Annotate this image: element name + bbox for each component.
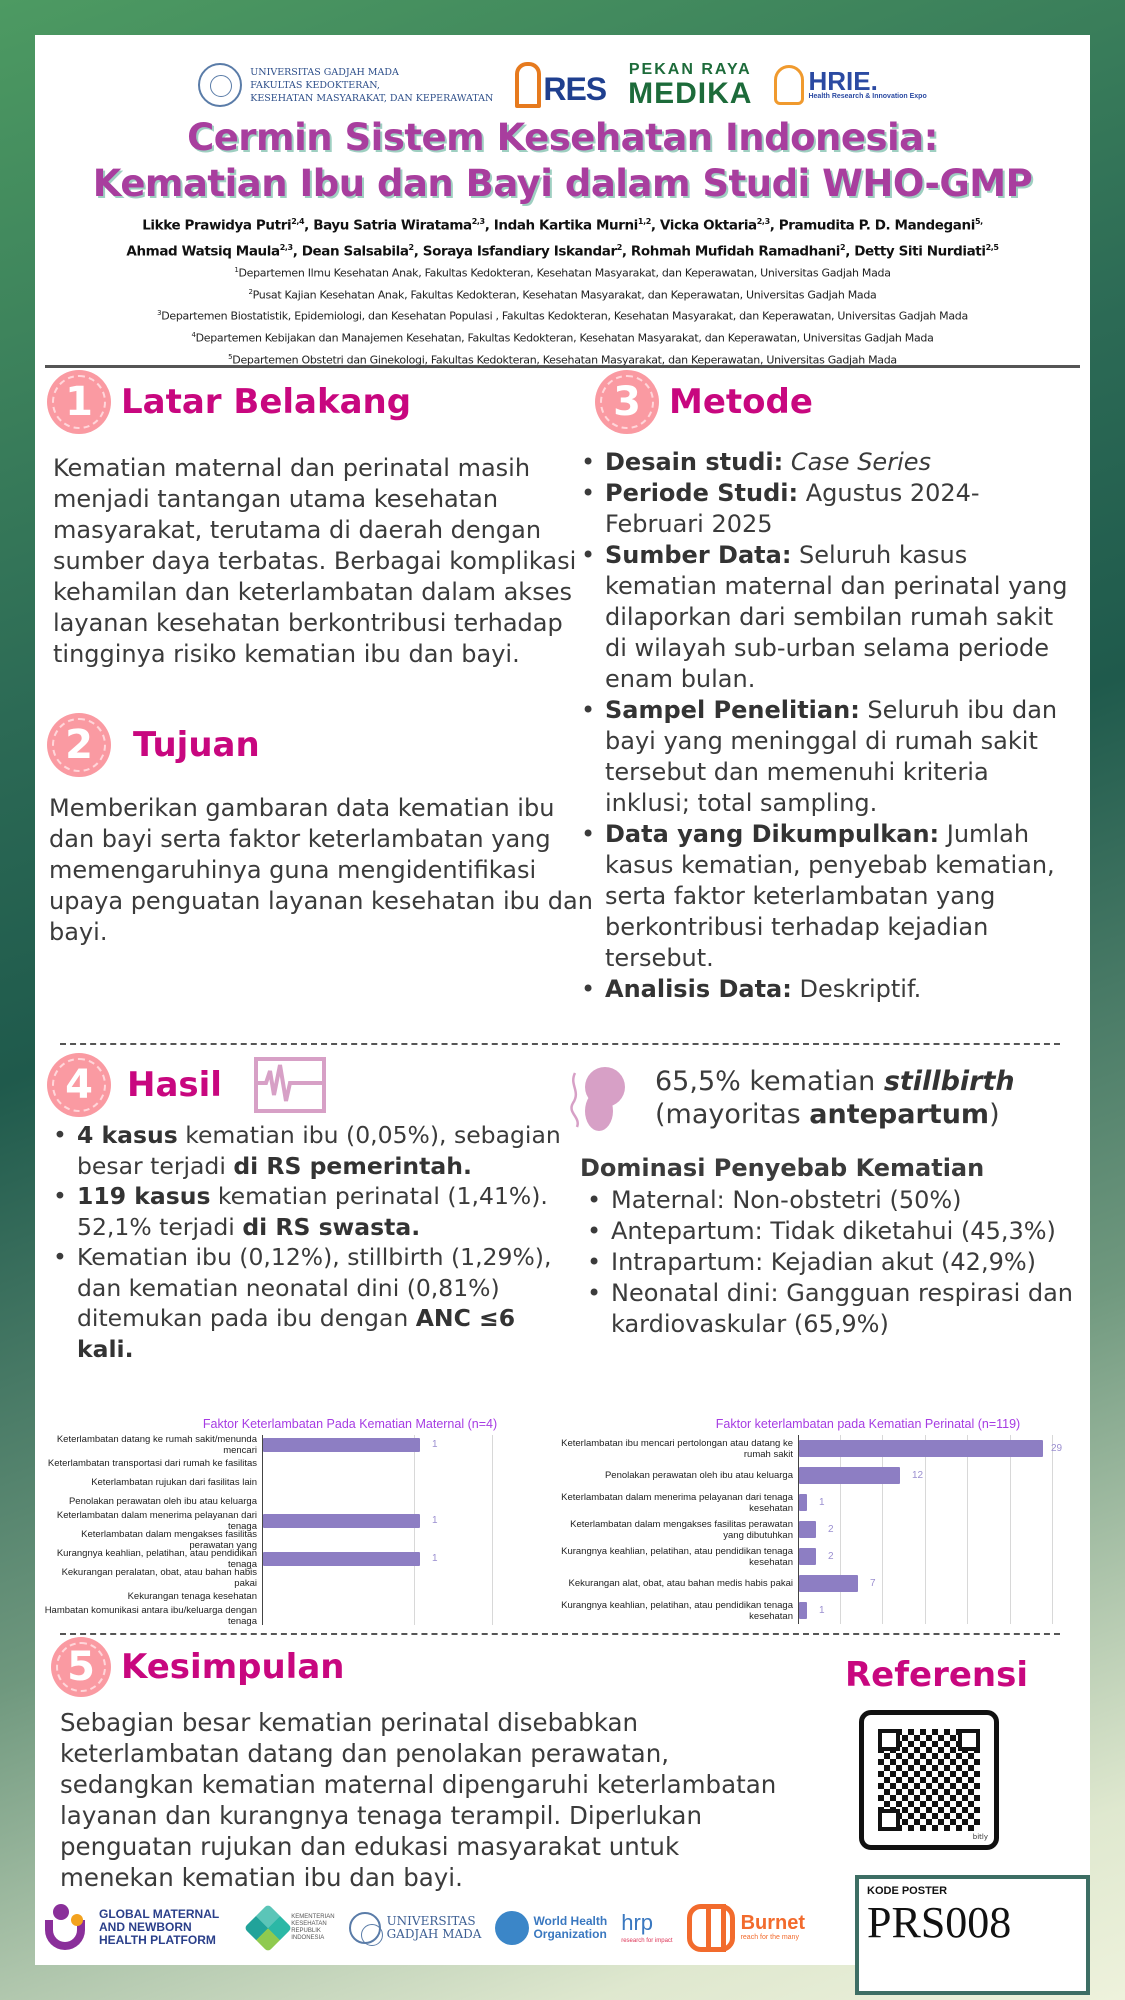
heart-monitor-icon	[254, 1057, 326, 1113]
res-wordmark: RES	[543, 71, 607, 107]
section-title: Kesimpulan	[121, 1647, 345, 1687]
metode-item	[577, 540, 1077, 695]
hasil-text: kematian perinatal (1,41%). 52,1% terjadi	[77, 1182, 548, 1241]
res-thumb-icon	[515, 62, 541, 108]
bar	[799, 1440, 1043, 1457]
bar-label: Kurangnya keahlian, pelatihan, atau pendidikan tenaga	[56, 1547, 257, 1570]
bar-label: Kekurangan peralatan, obat, atau bahan habis pakai	[61, 1566, 257, 1589]
affil-num: 5	[228, 352, 233, 361]
section-title: Hasil	[127, 1065, 222, 1105]
stillbirth-post: (mayoritas	[655, 1099, 810, 1130]
bar	[799, 1521, 816, 1538]
section-divider	[60, 1633, 1060, 1635]
burnet-tagline: reach for the many	[740, 1933, 799, 1941]
chart-bar-row	[558, 1489, 1088, 1516]
bar-label: Penolakan perawatan oleh ibu atau keluarga	[68, 1496, 257, 1507]
chart-bar-row	[558, 1543, 1088, 1570]
number-badge-icon: 2	[47, 713, 111, 777]
kemenkes-logo	[251, 1911, 334, 1945]
author-affil: 2,3	[756, 217, 770, 226]
chart-bar-row	[40, 1511, 540, 1530]
ugm-line: UNIVERSITAS	[386, 1913, 476, 1928]
item-text: Case Series	[783, 448, 931, 476]
stillbirth-bold: antepartum	[809, 1099, 990, 1130]
bar-label: Keterlambatan dalam menerima pelayanan dari tenaga	[56, 1509, 257, 1532]
poster-title	[35, 115, 1090, 207]
bar	[799, 1548, 816, 1565]
causes-title: Dominasi Penyebab Kematian	[580, 1154, 985, 1182]
chart-bar-row	[40, 1454, 540, 1473]
number-badge-icon: 4	[47, 1053, 111, 1117]
affiliation	[35, 261, 1090, 283]
hrie-wordmark: HRIE.	[808, 66, 878, 96]
stillbirth-pre: 65,5% kematian	[655, 1066, 884, 1097]
hasil-text: kematian ibu (0,05%), sebagian besar terjadi	[77, 1121, 561, 1180]
reference-qr-code[interactable]	[859, 1710, 999, 1850]
item-label: Analisis Data:	[605, 975, 792, 1003]
chart-perinatal-delay	[558, 1417, 1088, 1624]
author-affil: 2	[840, 242, 846, 252]
section-latar-belakang-header	[47, 370, 411, 434]
hasil-text: Kematian ibu (0,12%), stillbirth (1,29%), dan kematian neonatal dini (0,81%) ditemukan pada ibu dengan	[77, 1243, 552, 1332]
fetus-icon	[565, 1065, 629, 1135]
ugm-line-1: UNIVERSITAS GADJAH MADA	[250, 66, 399, 78]
cause-item: • Intrapartum: Kejadian akut (42,9%)	[583, 1247, 1083, 1278]
kemenkes-line: KESEHATAN	[291, 1920, 327, 1927]
author-list: Likke Prawidya Putri$^{2,4}$, Bayu Satria Wiratama$^{2,3}$, Indah Kartika Murni$^{1,2}$, Vicka Oktaria$^{2,3}$, Pramudita P. D. Mandegani$^{5,}$ Ahmad Watsiq Maula$^{2,3}$, Dean Salsabila$^2$, Soraya Isfandiary Iskandar$^2$, Rohmah Mufidah Ramadhani$^2$, Detty Siti Nurdiati$^{2,5}$	[126, 217, 999, 259]
ugm-seal-icon	[198, 63, 242, 107]
burnet-logo	[687, 1904, 805, 1952]
author: Bayu Satria Wiratama	[313, 217, 472, 234]
cause-item: • Antepartum: Tidak diketahui (45,3%)	[583, 1216, 1083, 1247]
qr-caption: bitly	[972, 1833, 988, 1841]
bar-label: Keterlambatan dalam mengakses fasilitas perawatan yang dibutuhkan	[570, 1518, 793, 1541]
affiliation	[35, 283, 1090, 305]
section-metode-header	[595, 370, 813, 434]
author: Ahmad Watsiq Maula	[126, 243, 280, 259]
number-badge-icon: 5	[51, 1637, 111, 1697]
affil-text: Departemen Kebijakan dan Manajemen Kesehatan, Fakultas Kedokteran, Kesehatan Masyarakat, dan Keperawatan, Universitas Gadjah Mada	[195, 331, 934, 345]
bar-value: 1	[432, 1553, 438, 1564]
ugm-fkkmk-logo	[198, 63, 493, 107]
metode-item	[577, 447, 1077, 478]
author: Pramudita P. D. Mandegani	[778, 217, 975, 234]
chart-bar-row	[558, 1516, 1088, 1543]
lightbulb-icon	[774, 65, 804, 105]
who-line: World Health	[533, 1913, 608, 1928]
section-hasil-header	[47, 1053, 326, 1117]
burnet-wordmark: Burnet	[740, 1911, 806, 1934]
referensi-title: Referensi	[845, 1655, 1029, 1695]
gmnhp-mother-child-icon	[45, 1904, 91, 1952]
item-text: Agustus 2024-Februari 2025	[605, 479, 980, 538]
hrie-subtitle: Health Research & Innovation Expo	[808, 93, 927, 100]
bar-label: Keterlambatan dalam mengakses fasilitas perawatan yang	[81, 1528, 257, 1551]
section-tujuan-header	[47, 713, 260, 777]
affil-text: Departemen Ilmu Kesehatan Anak, Fakultas Kedokteran, Kesehatan Masyarakat, dan Keperawatan, Universitas Gadjah Mada	[238, 266, 891, 280]
bar-label: Keterlambatan transportasi dari rumah ke fasilitas	[47, 1458, 257, 1469]
metode-list	[577, 447, 1077, 1005]
hasil-bold: 119 kasus	[77, 1182, 211, 1210]
stillbirth-callout	[655, 1065, 1075, 1131]
hrp-logo	[621, 1910, 672, 1946]
bar-value: 2	[828, 1551, 834, 1562]
kemenkes-icon	[244, 1903, 292, 1951]
bar	[799, 1575, 858, 1592]
author: Indah Kartika Murni	[493, 217, 638, 234]
hrp-wordmark: hrp	[621, 1909, 654, 1935]
metode-item	[577, 974, 1077, 1005]
who-logo	[495, 1911, 607, 1945]
bar-label: Keterlambatan ibu mencari pertolongan atau datang ke rumah sakit	[561, 1437, 793, 1460]
author-affil: 2,5	[985, 242, 999, 252]
ugm-partner-logo	[349, 1912, 482, 1944]
affil-text: Departemen Biostatistik, Epidemiologi, dan Kesehatan Populasi , Fakultas Kedokteran, Kesehatan Masyarakat, dan Keperawatan, Universitas Gadjah Mada	[161, 309, 968, 323]
section-kesimpulan-header	[51, 1637, 344, 1697]
bar-value: 1	[819, 1497, 825, 1508]
bar	[263, 1514, 420, 1528]
hasil-bold: di RS swasta.	[242, 1212, 421, 1241]
metode-item	[577, 478, 1077, 540]
bar-value: 1	[432, 1515, 438, 1526]
item-text: Seluruh ibu dan bayi yang meninggal di rumah sakit tersebut dan memenuhi kriteria inklusi; total sampling.	[605, 696, 1058, 817]
affiliation	[35, 326, 1090, 348]
bar-label: Kurangnya keahlian, pelatihan, atau pendidikan tenaga kesehatan	[561, 1545, 793, 1568]
res-logo	[515, 62, 606, 108]
hasil-bold: di RS pemerintah.	[233, 1151, 472, 1180]
item-text: Jumlah kasus kematian, penyebab kematian, serta faktor keterlambatan yang berkontribusi terhadap kejadian tersebut.	[605, 820, 1055, 972]
section-divider	[60, 1043, 1060, 1045]
title-line-2: Kematian Ibu dan Bayi dalam Studi WHO-GMP	[92, 162, 1033, 205]
author-affil: 2,3	[279, 242, 293, 252]
section-title: Latar Belakang	[121, 382, 412, 422]
bar-label: Kekurangan alat, obat, atau bahan medis habis pakai	[568, 1578, 793, 1589]
number-badge-icon: 3	[595, 370, 659, 434]
chart-bar-row	[558, 1570, 1088, 1597]
cause-item: • Maternal: Non-obstetri (50%)	[583, 1185, 1083, 1216]
bar	[263, 1438, 420, 1452]
section-title: Tujuan	[133, 725, 260, 765]
affil-num: 3	[157, 309, 162, 318]
hasil-item	[49, 1181, 579, 1242]
item-text: Seluruh kasus kematian maternal dan perinatal yang dilaporkan dari sembilan rumah sakit di wilayah sub-urban selama periode enam bulan.	[605, 541, 1068, 693]
affil-num: 4	[191, 330, 196, 339]
ugm-line-3: KESEHATAN MASYARAKAT, DAN KEPERAWATAN	[250, 92, 494, 104]
chart-bar-row	[40, 1435, 540, 1454]
affil-num: 1	[234, 266, 239, 274]
gmnhp-line: AND NEWBORN	[99, 1920, 192, 1934]
prm-bottom: MEDIKA	[628, 77, 753, 110]
causes-list	[583, 1185, 1083, 1340]
bar-value: 1	[432, 1439, 438, 1450]
poster-code-box	[855, 1875, 1090, 1995]
hasil-item	[49, 1120, 579, 1181]
affiliation	[35, 304, 1090, 326]
bar	[799, 1602, 807, 1619]
chart-body	[40, 1435, 540, 1625]
bar-value: 7	[870, 1578, 876, 1589]
gmnhp-line: GLOBAL MATERNAL	[99, 1907, 220, 1921]
item-label: Sampel Penelitian:	[605, 696, 860, 724]
stillbirth-em: stillbirth	[883, 1066, 1015, 1097]
affil-text: Departemen Obstetri dan Ginekologi, Fakultas Kedokteran, Kesehatan Masyarakat, dan Keperawatan, Universitas Gadjah Mada	[232, 353, 897, 367]
bar	[799, 1467, 900, 1484]
author: Dean Salsabila	[301, 243, 409, 259]
gmnhp-logo	[45, 1904, 219, 1952]
latar-belakang-text: Kematian maternal dan perinatal masih menjadi tantangan utama kesehatan masyarakat, terutama di daerah dengan sumber daya terbatas. Berbagai komplikasi kehamilan dan keterlambatan dalam akses layanan kesehatan berkontribusi terhadap tingginya risiko kematian ibu dan bayi.	[53, 454, 577, 668]
author: Rohmah Mufidah Ramadhani	[630, 243, 841, 259]
author-affil: 2,4	[291, 217, 305, 226]
stillbirth-close: )	[989, 1099, 1000, 1130]
chart-title: Faktor Keterlambatan Pada Kematian Maternal (n=4)	[202, 1417, 498, 1431]
bar-value: 2	[828, 1524, 834, 1535]
kemenkes-line: REPUBLIK	[291, 1927, 321, 1934]
chart-bar-row	[40, 1492, 540, 1511]
kesimpulan-text: Sebagian besar kematian perinatal disebabkan keterlambatan datang dan penolakan perawatan, sedangkan kematian maternal dipengaruhi keterlambatan layanan dan kurangnya tenaga terampil. Diperlukan penguatan rujukan dan edukasi masyarakat untuk menekan kematian ibu dan bayi.	[60, 1708, 777, 1892]
kemenkes-line: INDONESIA	[291, 1934, 325, 1941]
title-line-1: Cermin Sistem Kesehatan Indonesia:	[187, 116, 938, 159]
item-label: Desain studi:	[605, 448, 784, 476]
author: Soraya Isfandiary Iskandar	[422, 243, 617, 259]
chart-maternal-delay	[40, 1417, 540, 1625]
metode-item	[577, 819, 1077, 974]
chart-bar-row	[40, 1530, 540, 1549]
metode-item	[577, 695, 1077, 819]
bar-label: Hambatan komunikasi antara ibu/keluarga dengan tenaga	[44, 1604, 257, 1627]
qr-pattern-icon	[878, 1729, 980, 1831]
poster-sheet	[35, 35, 1090, 1965]
chart-bar-row	[558, 1597, 1088, 1624]
burnet-icon	[687, 1904, 735, 1952]
hasil-bold: ANC ≤6 kali.	[77, 1304, 516, 1363]
item-text: Deskriptif.	[791, 975, 922, 1003]
author-affil: 1,2	[637, 217, 651, 226]
author: Likke Prawidya Putri	[142, 217, 292, 234]
ugm-seal-icon	[349, 1912, 381, 1944]
who-line: Organization	[533, 1926, 607, 1941]
chart-bar-row	[558, 1435, 1088, 1462]
chart-bar-row	[558, 1462, 1088, 1489]
bar-label: Keterlambatan datang ke rumah sakit/menunda mencari	[56, 1433, 257, 1456]
author-affil: 2,3	[471, 217, 485, 226]
who-emblem-icon	[495, 1911, 529, 1945]
number-badge-icon: 1	[47, 370, 111, 434]
bar-label: Kekurangan tenaga kesehatan	[127, 1591, 257, 1602]
pekan-raya-medika-logo	[628, 61, 752, 109]
hrp-sub: research for impact	[621, 1937, 673, 1944]
poster-code-label: KODE POSTER	[867, 1885, 948, 1897]
chart-title: Faktor keterlambatan pada Kematian Perinatal (n=119)	[715, 1417, 1021, 1431]
cause-item: • Neonatal dini: Gangguan respirasi dan kardiovaskular (65,9%)	[583, 1278, 1083, 1340]
hasil-list	[49, 1120, 579, 1364]
author: Vicka Oktaria	[659, 217, 757, 234]
partner-logos	[45, 1895, 845, 1960]
affiliation-list	[35, 261, 1090, 369]
chart-bar-row	[40, 1587, 540, 1606]
ugm-line-2: FAKULTAS KEDOKTERAN,	[250, 79, 380, 91]
bar-value: 29	[1051, 1443, 1063, 1454]
affil-text: Pusat Kajian Kesehatan Anak, Fakultas Kedokteran, Kesehatan Masyarakat, dan Keperawatan, Universitas Gadjah Mada	[252, 288, 877, 302]
affil-num: 2	[248, 287, 253, 296]
author-affil: 2	[616, 242, 622, 252]
item-label: Sumber Data:	[605, 541, 792, 569]
gmnhp-line: HEALTH PLATFORM	[99, 1933, 216, 1947]
item-label: Data yang Dikumpulkan:	[605, 820, 940, 848]
bar	[263, 1552, 420, 1566]
author: Detty Siti Nurdiati	[854, 243, 986, 259]
kemenkes-line: KEMENTERIAN	[291, 1913, 335, 1920]
bar-label: Penolakan perawatan oleh ibu atau keluarga	[604, 1470, 793, 1481]
header-logos	[35, 50, 1090, 120]
poster-code-value: PRS008	[867, 1898, 1012, 1947]
chart-bar-row	[40, 1606, 540, 1625]
item-label: Periode Studi:	[605, 479, 799, 507]
bar-label: Kurangnya keahlian, pelatihan, atau pendidikan tenaga kesehatan	[561, 1599, 793, 1622]
chart-bar-row	[40, 1549, 540, 1568]
author-affil: 2	[408, 242, 414, 252]
bar-value: 1	[819, 1605, 825, 1616]
prm-top: PEKAN RAYA	[628, 61, 752, 78]
tujuan-text: Memberikan gambaran data kematian ibu dan bayi serta faktor keterlambatan yang memengaruhinya guna mengidentifikasi upaya penguatan layanan kesehatan ibu dan bayi.	[49, 794, 593, 946]
chart-body	[558, 1435, 1088, 1624]
header-divider	[45, 365, 1080, 368]
bar-label: Keterlambatan rujukan dari fasilitas lain	[91, 1477, 257, 1488]
chart-bar-row	[40, 1568, 540, 1587]
author-affil: 5,	[974, 217, 983, 226]
ugm-line: GADJAH MADA	[386, 1926, 482, 1941]
bar-label: Keterlambatan dalam menerima pelayanan dari tenaga kesehatan	[561, 1491, 793, 1514]
hrie-logo	[774, 65, 926, 105]
bar-value: 12	[912, 1470, 924, 1481]
section-title: Metode	[669, 382, 813, 422]
hasil-item	[49, 1242, 579, 1364]
hasil-bold: 4 kasus	[77, 1121, 178, 1149]
chart-bar-row	[40, 1473, 540, 1492]
bar	[799, 1494, 807, 1511]
